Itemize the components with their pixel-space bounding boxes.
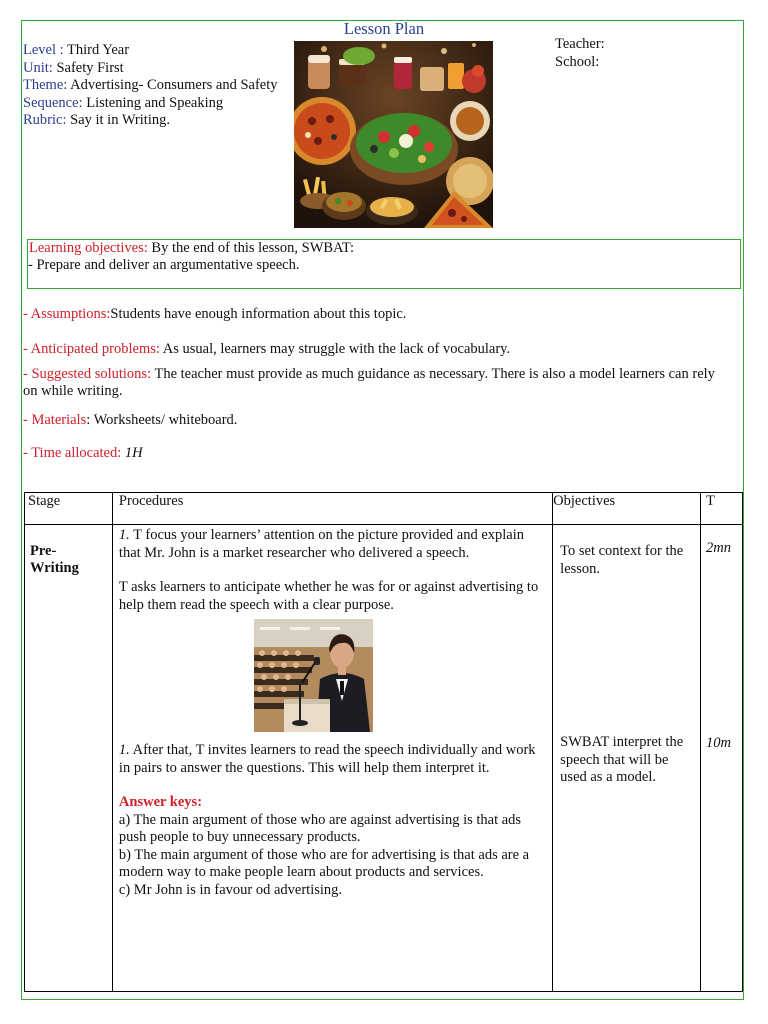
rubric-label: Rubric: [23,112,67,128]
objective-1: To set context for the lesson. [560,543,684,577]
time-dash: - [23,445,32,461]
learning-objectives-box [27,239,741,289]
materials-dash: - [23,412,32,428]
step2-number: 1. [118,742,130,758]
step1-text: T focus your learners’ attention on the picture provided and explain that Mr. John is a market researcher who delivered a speech. [118,527,524,561]
level-value: Third Year [67,42,130,58]
assumptions-dash: - [23,306,31,322]
objectives-intro: By the end of this lesson, SWBAT: [147,240,355,256]
answer-c: c) Mr John is in favour od advertising. [118,881,343,898]
teacher-school [555,35,605,71]
procedures-cell [112,525,552,992]
solutions-dash: - [23,366,32,382]
header-stage: Stage [25,493,113,525]
table-header-row [25,493,743,525]
header-procedures: Procedures [112,493,552,525]
unit-value: Safety First [56,59,124,76]
problems-text: As usual, learners may struggle with the lack of vocabulary. [159,341,511,357]
time-cell [700,525,742,992]
step2 [119,742,546,777]
sequence-label: Sequence: [23,94,83,111]
objectives-item: - Prepare and deliver an argumentative speech. [28,257,300,273]
problems-dash: - [23,341,31,357]
level-line [23,42,278,60]
lesson-meta [23,42,278,130]
stage-cell [25,525,113,992]
school-label: School: [555,54,600,70]
step1b-text: T asks learners to anticipate whether he was for or against advertising to help them read the speech with a clear purpose. [118,579,539,613]
answer-keys-label: Answer keys: [118,794,203,810]
teacher-label: Teacher: [555,36,605,52]
step2-text: After that, T invites learners to read the speech individually and work in pairs to answer the questions. This will help them interpret it. [118,742,536,776]
theme-line [23,77,278,95]
objectives-line [29,240,354,257]
level-label: Level : [23,42,64,58]
sequence-value: Listening and Speaking [86,94,224,111]
step1 [119,527,546,562]
solutions-line [23,366,723,400]
solutions-text: The teacher must provide as much guidance as necessary. There is also a model learners can rely on while writing. [23,366,715,399]
rubric-value: Say it in Writing. [70,112,170,128]
theme-value: Advertising- Consumers and Safety [70,77,278,93]
header-objectives: Objectives [553,493,701,525]
solutions-label: Suggested solutions: [31,366,152,382]
objective-2: SWBAT interpret the speech that will be used as a model. [560,734,684,785]
objectives-label: Learning objectives: [29,240,148,256]
time-1: 2mn [705,540,731,556]
answer-b: b) The main argument of those who are for advertising is that ads are a modern way to make people learn about products and services. [118,846,530,880]
food-spread-image [294,41,493,228]
theme-label: Theme: [23,77,68,93]
sequence-line [23,95,278,113]
materials-text: : Worksheets/ whiteboard. [86,412,238,428]
assumptions-text: Students have enough information about this topic. [110,306,407,322]
page-title: Lesson Plan [343,19,425,38]
stage-label: Pre- Writing [30,543,79,576]
problems-line [23,341,510,358]
assumptions-line [23,306,406,323]
unit-line [23,60,278,78]
table-row [25,525,743,992]
materials-line [23,412,237,429]
objectives-cell [553,525,701,992]
time-2: 10m [705,734,731,751]
time-value: 1H [124,445,143,461]
time-line [23,445,143,462]
assumptions-label: Assumptions: [30,306,111,322]
header-time: T [700,493,742,525]
unit-label: Unit: [23,59,53,76]
procedure-table [24,492,743,992]
step1-number: 1. [118,527,130,543]
rubric-line [23,112,278,130]
materials-label: Materials [31,412,87,428]
answer-a: a) The main argument of those who are against advertising is that ads push people to buy unnecessary products. [118,811,522,845]
problems-label: Anticipated problems: [30,341,160,357]
time-label: Time allocated: [31,445,122,461]
speaker-at-podium-image [254,619,373,732]
